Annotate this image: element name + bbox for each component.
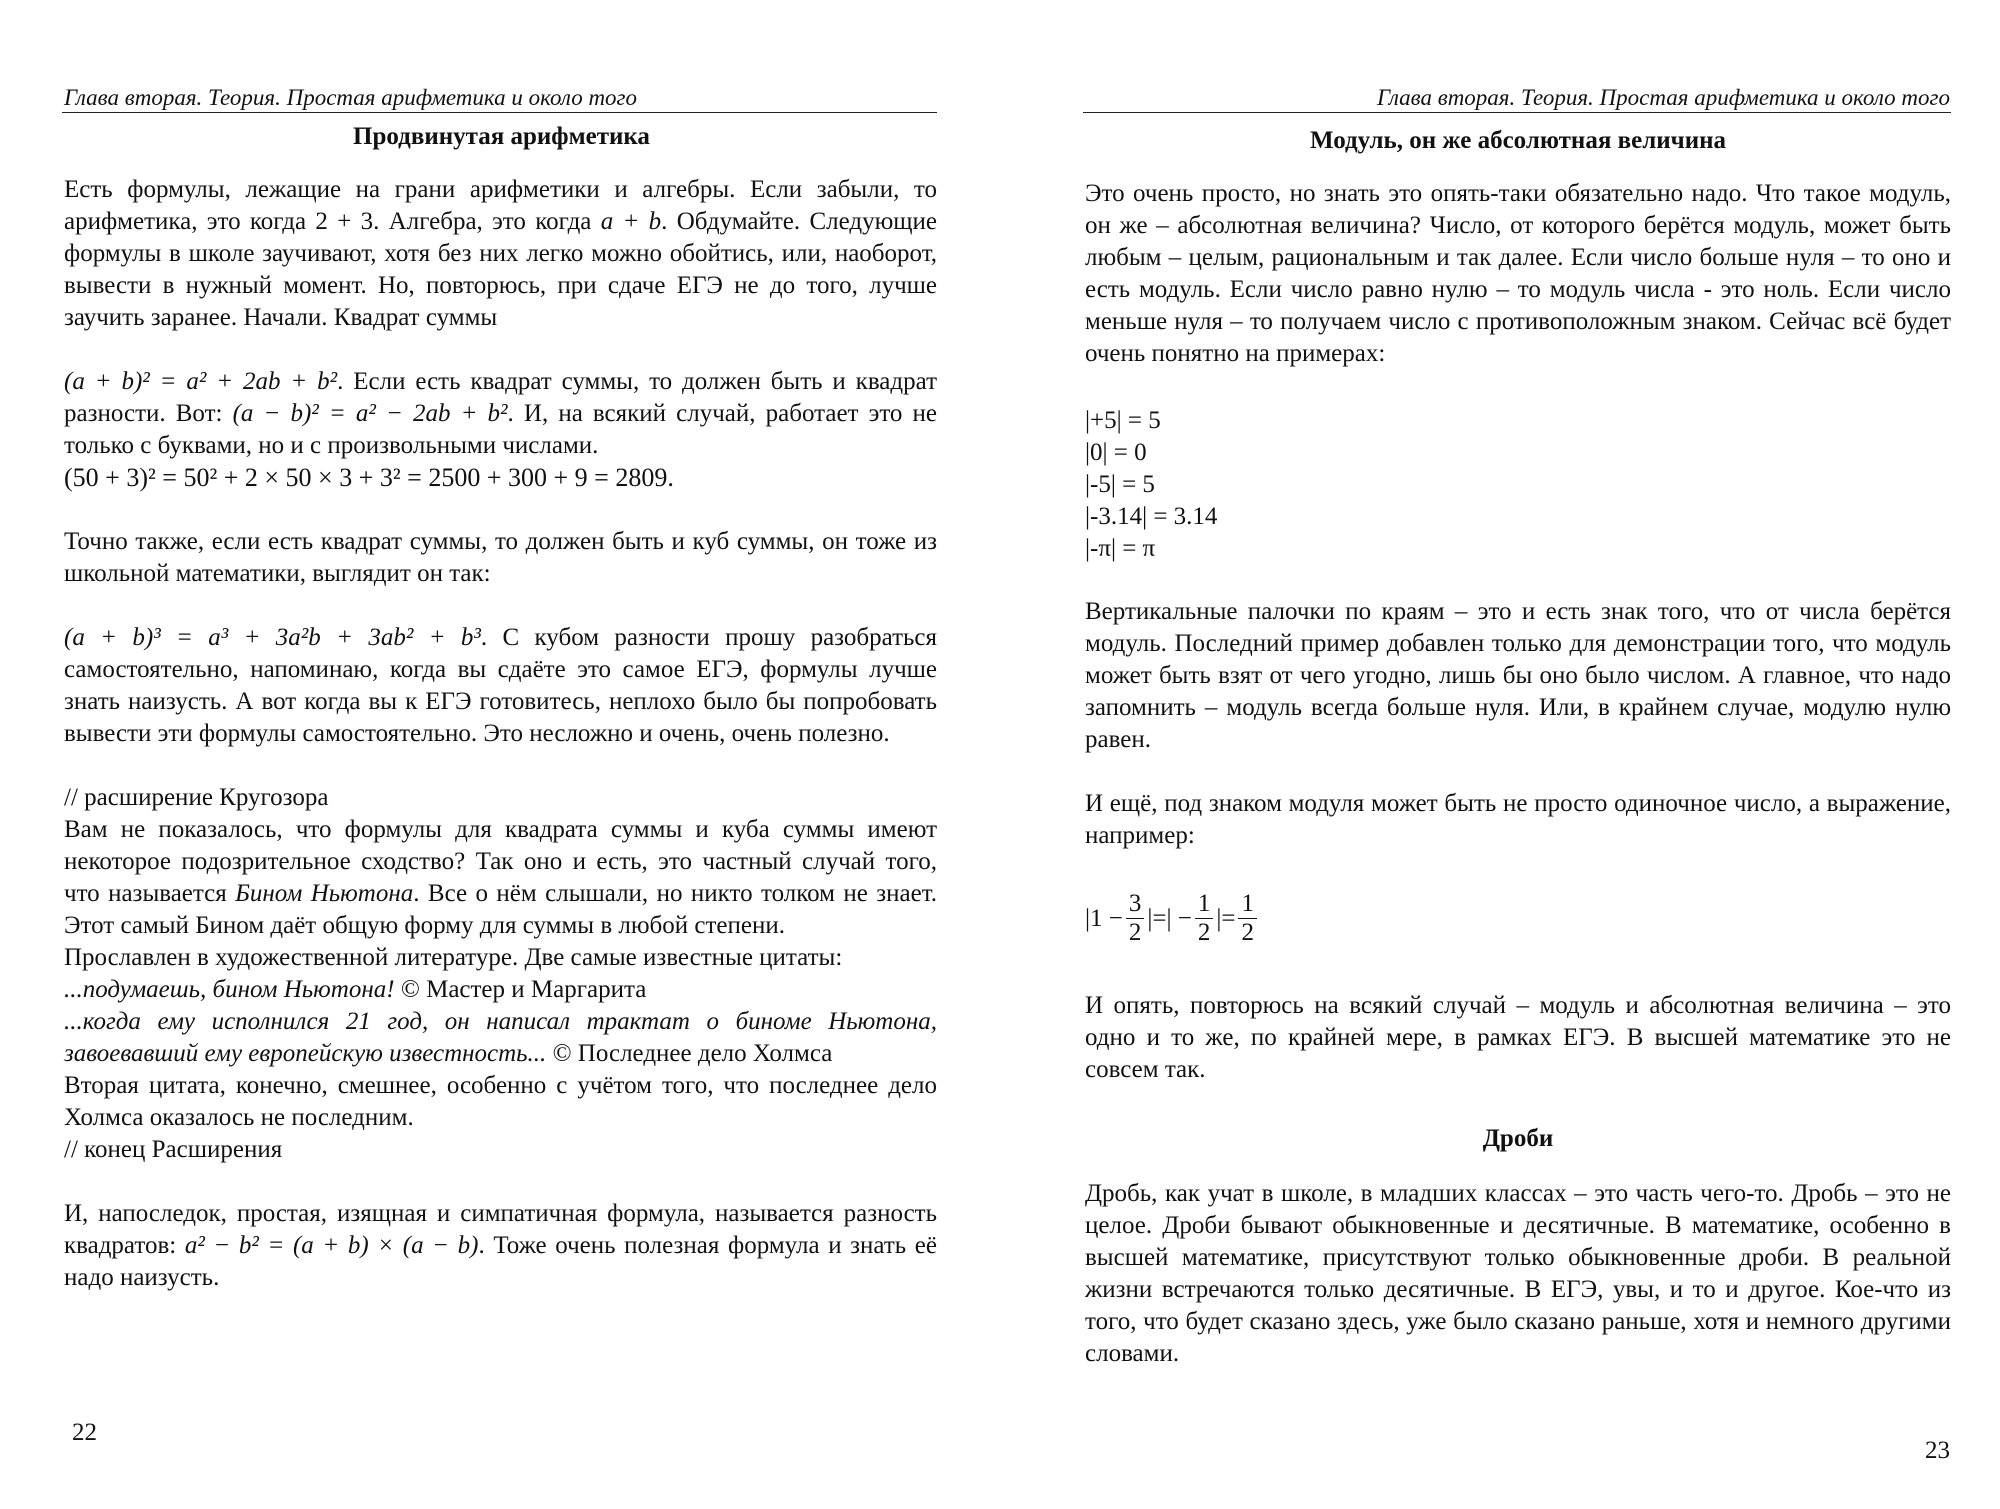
second-quote-comment: Вторая цитата, конечно, смешнее, особенно с учётом того, что последнее дело Холмса оказалось не последним. [64,1072,937,1131]
binomial-text-b: . Все о нём слышали, но никто толком не знает. Этот самый Бином даёт общую форму для суммы в любой степени. [64,880,937,939]
arith-example: 2 + 3 [315,208,374,235]
quote-holmes-text: ...когда ему исполнился 21 год, он написал трактат о биноме Ньютона, завоевавший ему европейскую известность... [64,1008,937,1067]
binomial-paragraph [64,814,937,942]
difference-text-b: . Тоже очень полезная формула и знать её надо наизусть. [64,1232,938,1291]
square-paragraph [64,366,937,462]
fraction-one-half-neg [1195,890,1214,947]
numeric-square-formula: (50 + 3)² = 50² + 2 × 50 × 3 + 3² = 2500 + 300 + 9 = 2809 [64,463,668,492]
literature-line: Прославлен в художественной литературе. Две самые известные цитаты: [64,944,843,971]
fraction-denominator: 2 [1197,919,1211,946]
extension-end: // конец Расширения [64,1136,283,1163]
module-conclusion-paragraph: И опять, повторюсь на всякий случай – модуль и абсолютная величина – это одно и то же, по крайней мере, в рамках ЕГЭ. В высшей математике это не совсем так. [1085,992,1951,1083]
fraction-three-halves [1126,890,1145,947]
abs-example: |0| = 0 [1085,439,1147,466]
difference-of-squares-formula: a² − b² = (a + b) × (a − b) [184,1232,479,1259]
quote-master-text: ...подумаешь, бином Ньютона! [64,976,395,1003]
square-text-b: . И, на всякий случай, работает это не только с буквами, но и с произвольными числами. [64,400,937,459]
cube-paragraph [64,622,937,750]
cube-of-sum-formula: (a + b)³ = a³ + 3a²b + 3ab² + b³ [64,624,481,651]
right-header-rule [1083,112,1951,113]
fraction-denominator: 2 [1241,919,1254,946]
right-section-heading: Модуль, он же абсолютная величина [1309,127,1727,154]
module-intro-paragraph: Это очень просто, но знать это опять-таки обязательно надо. Что такое модуль, он же – абсолютная величина? Число, от которого берётся модуль, может быть любым – целым, рациональным и так далее. Если число больше нуля – то оно и есть модуль. Если число равно нулю – то модуль числа - это ноль. Если число меньше нуля – то получаем число с противоположным знаком. Сейчас всё будет очень понятно на примерах: [1085,180,1951,367]
square-text-a: . Если есть квадрат суммы, то должен быть и квадрат разности. Вот: [64,368,937,427]
module-intro-block [1085,178,1951,370]
fraction-one-half [1238,890,1257,947]
quote-holmes [64,1006,937,1070]
fraction-example-eq: |= [1216,904,1236,932]
intro-text-b: . Алгебра, это когда [373,208,601,235]
fractions-heading: Дроби [1482,1125,1554,1152]
fraction-numerator: 1 [1195,890,1214,919]
right-running-head: Глава вторая. Теория. Простая арифметика и около того [1376,85,1950,110]
module-explanation-paragraph: Вертикальные палочки по краям – это и есть знак того, что от числа берётся модуль. Последний пример добавлен только для демонстрации того, что модуль может быть взят от чего угодно, лишь бы оно было числом. А главное, что надо запомнить – модуль всегда больше нуля. Или, в крайнем случае, модулю нулю равен. [1085,598,1951,753]
quote-holmes-source: © Последнее дело Холмса [546,1040,833,1067]
intro-text-a: Есть формулы, лежащие на грани арифметики и алгебры. Если забыли, то арифметика, это когда [64,176,937,235]
abs-example: |+5| = 5 [1085,407,1161,434]
extension-start: // расширение Кругозора [64,784,329,811]
fraction-denominator: 2 [1128,919,1142,946]
left-header-rule [62,112,937,113]
abs-example: |-3.14| = 3.14 [1085,503,1218,530]
right-page-number: 23 [1925,1437,1950,1464]
abs-example: |-π| = π [1085,535,1156,562]
fractions-paragraph: Дробь, как учат в школе, в младших классах – это часть чего-то. Дробь – это не целое. Дроби бывают обыкновенные и десятичные. В математике, особенно в высшей математике, присутствуют только обыкновенные дроби. В реальной жизни встречаются только десятичные. В ЕГЭ, увы, и то и другое. Кое-что из того, что будет сказано здесь, уже было сказано раньше, хотя и немного другими словами. [1085,1180,1951,1367]
fraction-numerator: 1 [1238,890,1257,919]
module-conclusion-block [1085,990,1951,1086]
module-explanation-block [1085,596,1951,852]
fraction-module-example [1085,890,1260,947]
numeric-example-period: . [667,463,674,492]
abs-value-examples [1085,405,1217,565]
difference-of-squares-paragraph [64,1198,937,1294]
square-of-sum-formula: (a + b)² = a² + 2ab + b² [64,368,338,395]
left-section-heading: Продвинутая арифметика [353,123,650,150]
left-running-head: Глава вторая. Теория. Простая арифметика и около того [64,85,638,110]
quote-master-source: © Мастер и Маргарита [394,976,647,1003]
cube-intro-paragraph: Точно также, если есть квадрат суммы, то должен быть и куб суммы, он тоже из школьной математики, выглядит он так: [64,528,937,587]
expression-intro-paragraph: И ещё, под знаком модуля может быть не просто одиночное число, а выражение, например: [1085,790,1951,849]
cube-text: . С кубом разности прошу разобраться самостоятельно, напоминаю, когда вы сдаёте это самое ЕГЭ, формулы лучше знать наизусть. А вот когда вы к ЕГЭ готовитесь, неплохо было бы попробовать вывести эти формулы самостоятельно. Это несложно и очень, очень полезно. [64,624,937,747]
binomial-text-a: Вам не показалось, что формулы для квадрата суммы и куба суммы имеют некоторое подозрительное сходство? Так оно и есть, это частный случай того, что называется [64,816,937,907]
right-page [1000,0,2000,1509]
square-of-difference-formula: (a − b)² = a² − 2ab + b² [232,400,508,427]
intro-paragraph [64,174,937,334]
difference-text-a: И, напоследок, простая, изящная и симпатичная формула, называется разность квадратов: [64,1200,937,1259]
left-page-number: 22 [72,1419,97,1446]
abs-example: |-5| = 5 [1085,471,1155,498]
fraction-numerator: 3 [1126,890,1145,919]
binomial-term: Бином Ньютона [235,880,414,907]
quote-master [64,974,937,1006]
fraction-example-open: |1 − [1085,904,1123,932]
intro-text-c: . Обдумайте. Следующие формулы в школе заучивают, хотя без них легко можно обойтись, или, наоборот, вывести в нужный момент. Но, повторюсь, при сдаче ЕГЭ не до того, лучше заучить заранее. Начали. Квадрат суммы [64,208,937,331]
fractions-block [1085,1178,1951,1370]
left-body [64,174,937,1294]
algebra-example: a + b [600,208,662,235]
numeric-example [64,462,937,494]
fraction-example-mid: |=| − [1147,904,1192,932]
